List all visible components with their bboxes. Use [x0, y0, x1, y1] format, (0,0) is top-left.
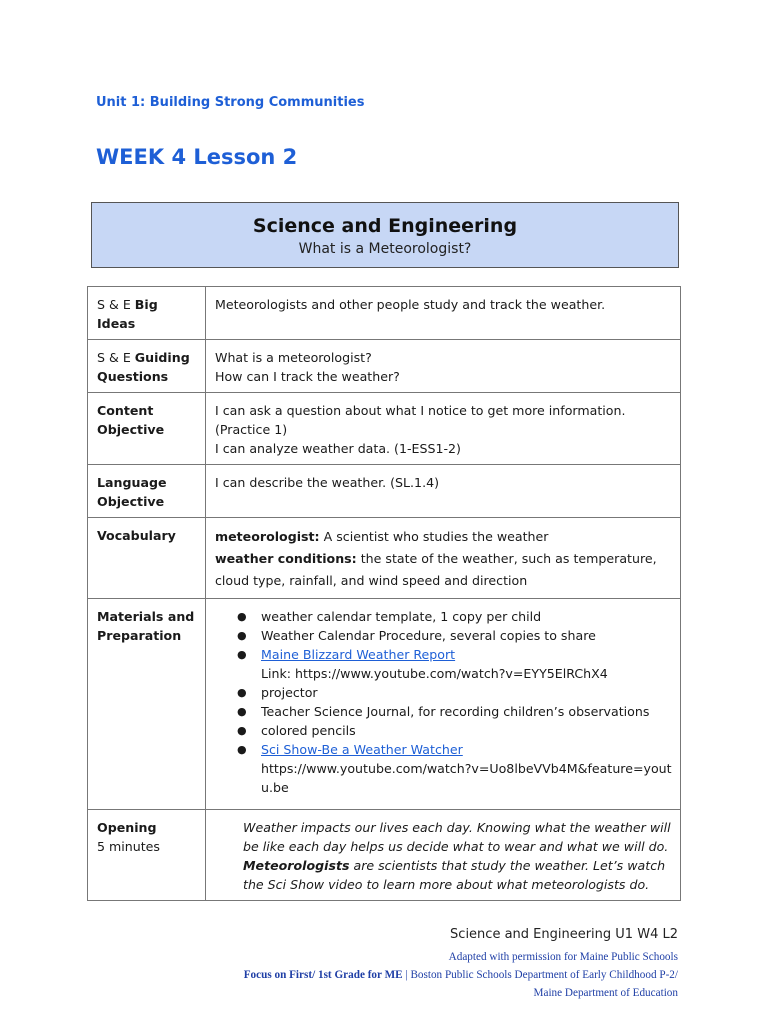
- meteorologists-bold: Meteorologists: [243, 858, 350, 873]
- guiding-question-1: What is a meteorologist?: [215, 350, 372, 365]
- label-materials: Materials and Preparation: [88, 599, 206, 810]
- label-bold: Guiding: [134, 350, 190, 365]
- lesson-plan-table: [87, 286, 681, 901]
- opening-time: 5 minutes: [97, 839, 160, 854]
- bullet-icon: ●: [237, 724, 247, 737]
- page-footer-label: Science and Engineering U1 W4 L2: [450, 927, 678, 942]
- youtube-url: https://www.youtube.com/watch?v=Uo8lbeVVb4M&feature=youtu.be: [261, 761, 672, 795]
- content-objective-2: I can analyze weather data. (1-ESS1-2): [215, 441, 461, 456]
- bullet-icon: ●: [237, 743, 247, 756]
- label-language-objective: Language Objective: [88, 465, 206, 518]
- list-item: ● projector: [237, 685, 318, 700]
- list-item: [215, 740, 672, 797]
- focus-bold: Focus on First/ 1st Grade for ME: [243, 969, 403, 981]
- bullet-icon: ●: [237, 686, 247, 699]
- label-opening: [88, 810, 206, 901]
- opening-label: Opening: [97, 820, 157, 835]
- list-item: [215, 645, 672, 683]
- bullet-icon: ●: [237, 610, 247, 623]
- materials-list: [215, 607, 672, 797]
- focus-rest: | Boston Public Schools Department of Early Childhood P-2/: [402, 969, 678, 981]
- row-language-objective: [88, 465, 681, 518]
- row-guiding-questions: [88, 340, 681, 393]
- row-content-objective: [88, 393, 681, 465]
- row-big-ideas: [88, 287, 681, 340]
- materials-list-cell: [206, 599, 681, 810]
- lesson-header-box: [91, 202, 679, 268]
- row-materials: [88, 599, 681, 810]
- vocab-term: meteorologist:: [215, 529, 320, 544]
- label-vocabulary: Vocabulary: [88, 518, 206, 599]
- bullet-icon: ●: [237, 648, 247, 661]
- list-item: ● weather calendar template, 1 copy per child: [237, 609, 542, 624]
- label-bold: Big Ideas: [97, 297, 158, 331]
- vocabulary-text: [206, 518, 681, 599]
- vocab-definition: A scientist who studies the weather: [319, 529, 549, 544]
- content-objective-1: I can ask a question about what I notice to get more information. (Practice 1): [215, 403, 626, 437]
- label-line2: Questions: [97, 369, 169, 384]
- maine-blizzard-link[interactable]: Maine Blizzard Weather Report: [261, 647, 456, 662]
- maine-line: Maine Department of Education: [533, 987, 678, 999]
- bullet-icon: ●: [237, 705, 247, 718]
- lesson-question: What is a Meteorologist?: [298, 241, 472, 257]
- label-big-ideas: [88, 287, 206, 340]
- adapted-line: Adapted with permission for Maine Public Schools: [448, 951, 678, 963]
- guiding-question-2: How can I track the weather?: [215, 369, 400, 384]
- vocab-weather-conditions: [215, 548, 672, 592]
- subject-title: Science and Engineering: [252, 215, 518, 237]
- list-item: ● colored pencils: [237, 723, 356, 738]
- credits: [58, 948, 678, 1002]
- label-guiding-questions: [88, 340, 206, 393]
- sci-show-link[interactable]: Sci Show-Be a Weather Watcher: [261, 742, 463, 757]
- bullet-icon: ●: [237, 629, 247, 642]
- lesson-heading: WEEK 4 Lesson 2: [96, 145, 298, 169]
- focus-line: [58, 966, 678, 984]
- label-content-objective: Content Objective: [88, 393, 206, 465]
- list-item: ● Teacher Science Journal, for recording children’s observations: [237, 704, 650, 719]
- big-ideas-text: Meteorologists and other people study and track the weather.: [206, 287, 681, 340]
- content-objective-text: [206, 393, 681, 465]
- label-prefix: S & E: [97, 350, 135, 365]
- opening-text: Weather impacts our lives each day. Knowing what the weather will be like each day helps us decide what to wear and what we will do. Meteorologists are scientists that study the weather. Let’s watch the Sci Show video to learn more about what meteorologists do.: [206, 810, 681, 901]
- row-vocabulary: [88, 518, 681, 599]
- vocab-definition: the state of the weather, such as temperature, cloud type, rainfall, and wind speed and direction: [215, 551, 657, 588]
- language-objective-text: I can describe the weather. (SL.1.4): [206, 465, 681, 518]
- row-opening: [88, 810, 681, 901]
- vocab-term: weather conditions:: [215, 551, 357, 566]
- list-item: ● Weather Calendar Procedure, several copies to share: [237, 628, 596, 643]
- youtube-url: Link: https://www.youtube.com/watch?v=EYY5ElRChX4: [261, 666, 608, 681]
- label-prefix: S & E: [97, 297, 135, 312]
- guiding-questions-text: [206, 340, 681, 393]
- unit-title: Unit 1: Building Strong Communities: [96, 95, 365, 110]
- vocab-meteorologist: [215, 526, 672, 548]
